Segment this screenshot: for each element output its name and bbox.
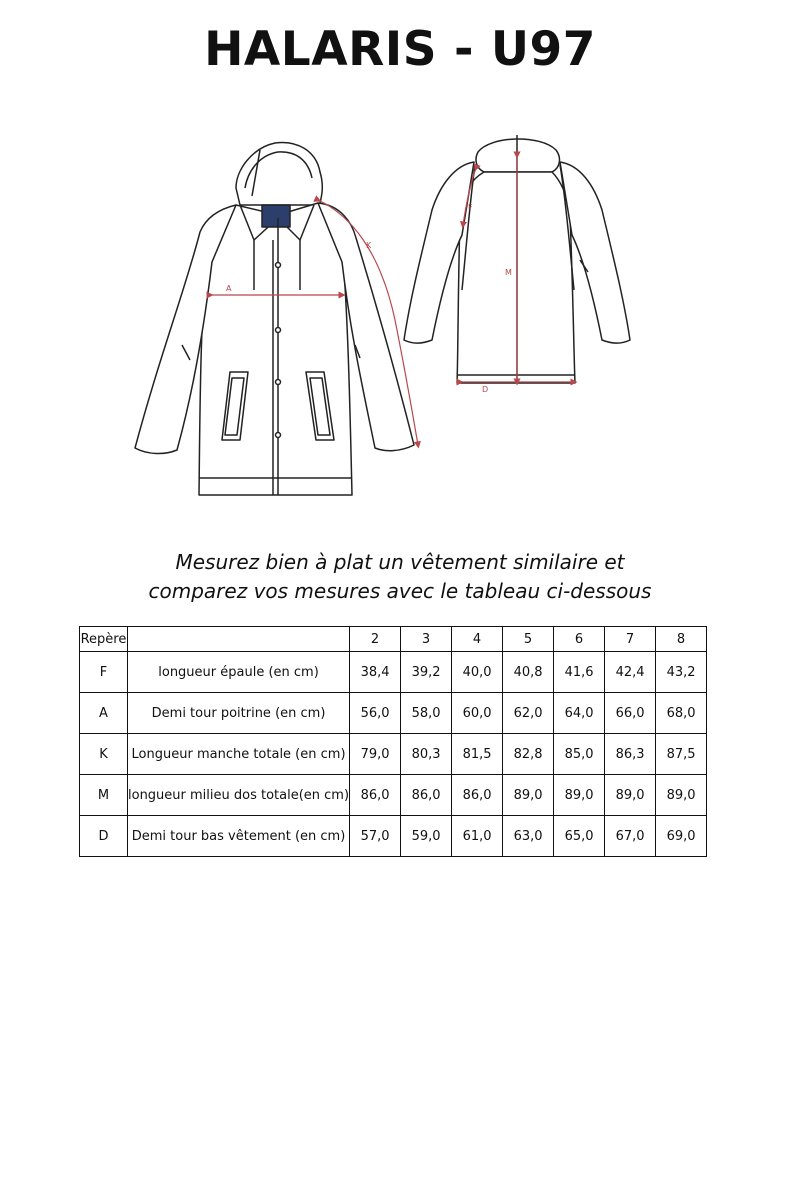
row-value: 61,0 xyxy=(452,816,503,857)
row-value: 38,4 xyxy=(350,652,401,693)
row-value: 64,0 xyxy=(554,693,605,734)
row-code: M xyxy=(80,775,128,816)
label-f: F xyxy=(468,203,473,212)
header-description xyxy=(128,627,350,652)
table-row xyxy=(80,775,707,816)
row-value: 57,0 xyxy=(350,816,401,857)
row-label: Demi tour poitrine (en cm) xyxy=(128,693,350,734)
header-size: 4 xyxy=(452,627,503,652)
header-size: 8 xyxy=(656,627,707,652)
table-row xyxy=(80,652,707,693)
row-code: A xyxy=(80,693,128,734)
row-value: 43,2 xyxy=(656,652,707,693)
row-label: Demi tour bas vêtement (en cm) xyxy=(128,816,350,857)
row-label: Longueur manche totale (en cm) xyxy=(128,734,350,775)
row-value: 89,0 xyxy=(605,775,656,816)
row-label: longueur épaule (en cm) xyxy=(128,652,350,693)
row-value: 86,0 xyxy=(452,775,503,816)
measuring-instructions xyxy=(0,548,800,606)
row-code: D xyxy=(80,816,128,857)
size-chart-table xyxy=(79,626,707,857)
label-m: M xyxy=(505,268,512,277)
row-value: 86,0 xyxy=(350,775,401,816)
row-value: 79,0 xyxy=(350,734,401,775)
row-value: 86,0 xyxy=(401,775,452,816)
row-value: 58,0 xyxy=(401,693,452,734)
row-value: 42,4 xyxy=(605,652,656,693)
row-value: 40,0 xyxy=(452,652,503,693)
row-value: 40,8 xyxy=(503,652,554,693)
row-label: longueur milieu dos totale(en cm) xyxy=(128,775,350,816)
table-row xyxy=(80,693,707,734)
row-value: 81,5 xyxy=(452,734,503,775)
row-code: F xyxy=(80,652,128,693)
row-value: 89,0 xyxy=(656,775,707,816)
row-value: 62,0 xyxy=(503,693,554,734)
instructions-line-2: comparez vos mesures avec le tableau ci-dessous xyxy=(148,579,652,603)
table-row xyxy=(80,734,707,775)
row-value: 65,0 xyxy=(554,816,605,857)
label-d: D xyxy=(482,385,489,394)
header-size: 6 xyxy=(554,627,605,652)
table-header-row xyxy=(80,627,707,652)
row-value: 85,0 xyxy=(554,734,605,775)
header-size: 5 xyxy=(503,627,554,652)
row-value: 80,3 xyxy=(401,734,452,775)
row-value: 68,0 xyxy=(656,693,707,734)
label-a: A xyxy=(226,284,232,293)
header-size: 3 xyxy=(401,627,452,652)
header-code: Repère xyxy=(80,627,128,652)
row-value: 86,3 xyxy=(605,734,656,775)
row-value: 41,6 xyxy=(554,652,605,693)
front-view-drawing xyxy=(135,142,414,495)
table-row xyxy=(80,816,707,857)
row-value: 67,0 xyxy=(605,816,656,857)
header-size: 7 xyxy=(605,627,656,652)
garment-diagram xyxy=(0,120,800,510)
row-value: 89,0 xyxy=(503,775,554,816)
row-value: 59,0 xyxy=(401,816,452,857)
row-value: 89,0 xyxy=(554,775,605,816)
row-value: 82,8 xyxy=(503,734,554,775)
label-k: K xyxy=(366,241,372,250)
header-size: 2 xyxy=(350,627,401,652)
row-value: 87,5 xyxy=(656,734,707,775)
row-value: 63,0 xyxy=(503,816,554,857)
row-code: K xyxy=(80,734,128,775)
row-value: 66,0 xyxy=(605,693,656,734)
page-title: HALARIS - U97 xyxy=(204,22,596,77)
row-value: 39,2 xyxy=(401,652,452,693)
instructions-line-1: Mesurez bien à plat un vêtement similaire et xyxy=(175,550,625,574)
row-value: 56,0 xyxy=(350,693,401,734)
row-value: 60,0 xyxy=(452,693,503,734)
row-value: 69,0 xyxy=(656,816,707,857)
